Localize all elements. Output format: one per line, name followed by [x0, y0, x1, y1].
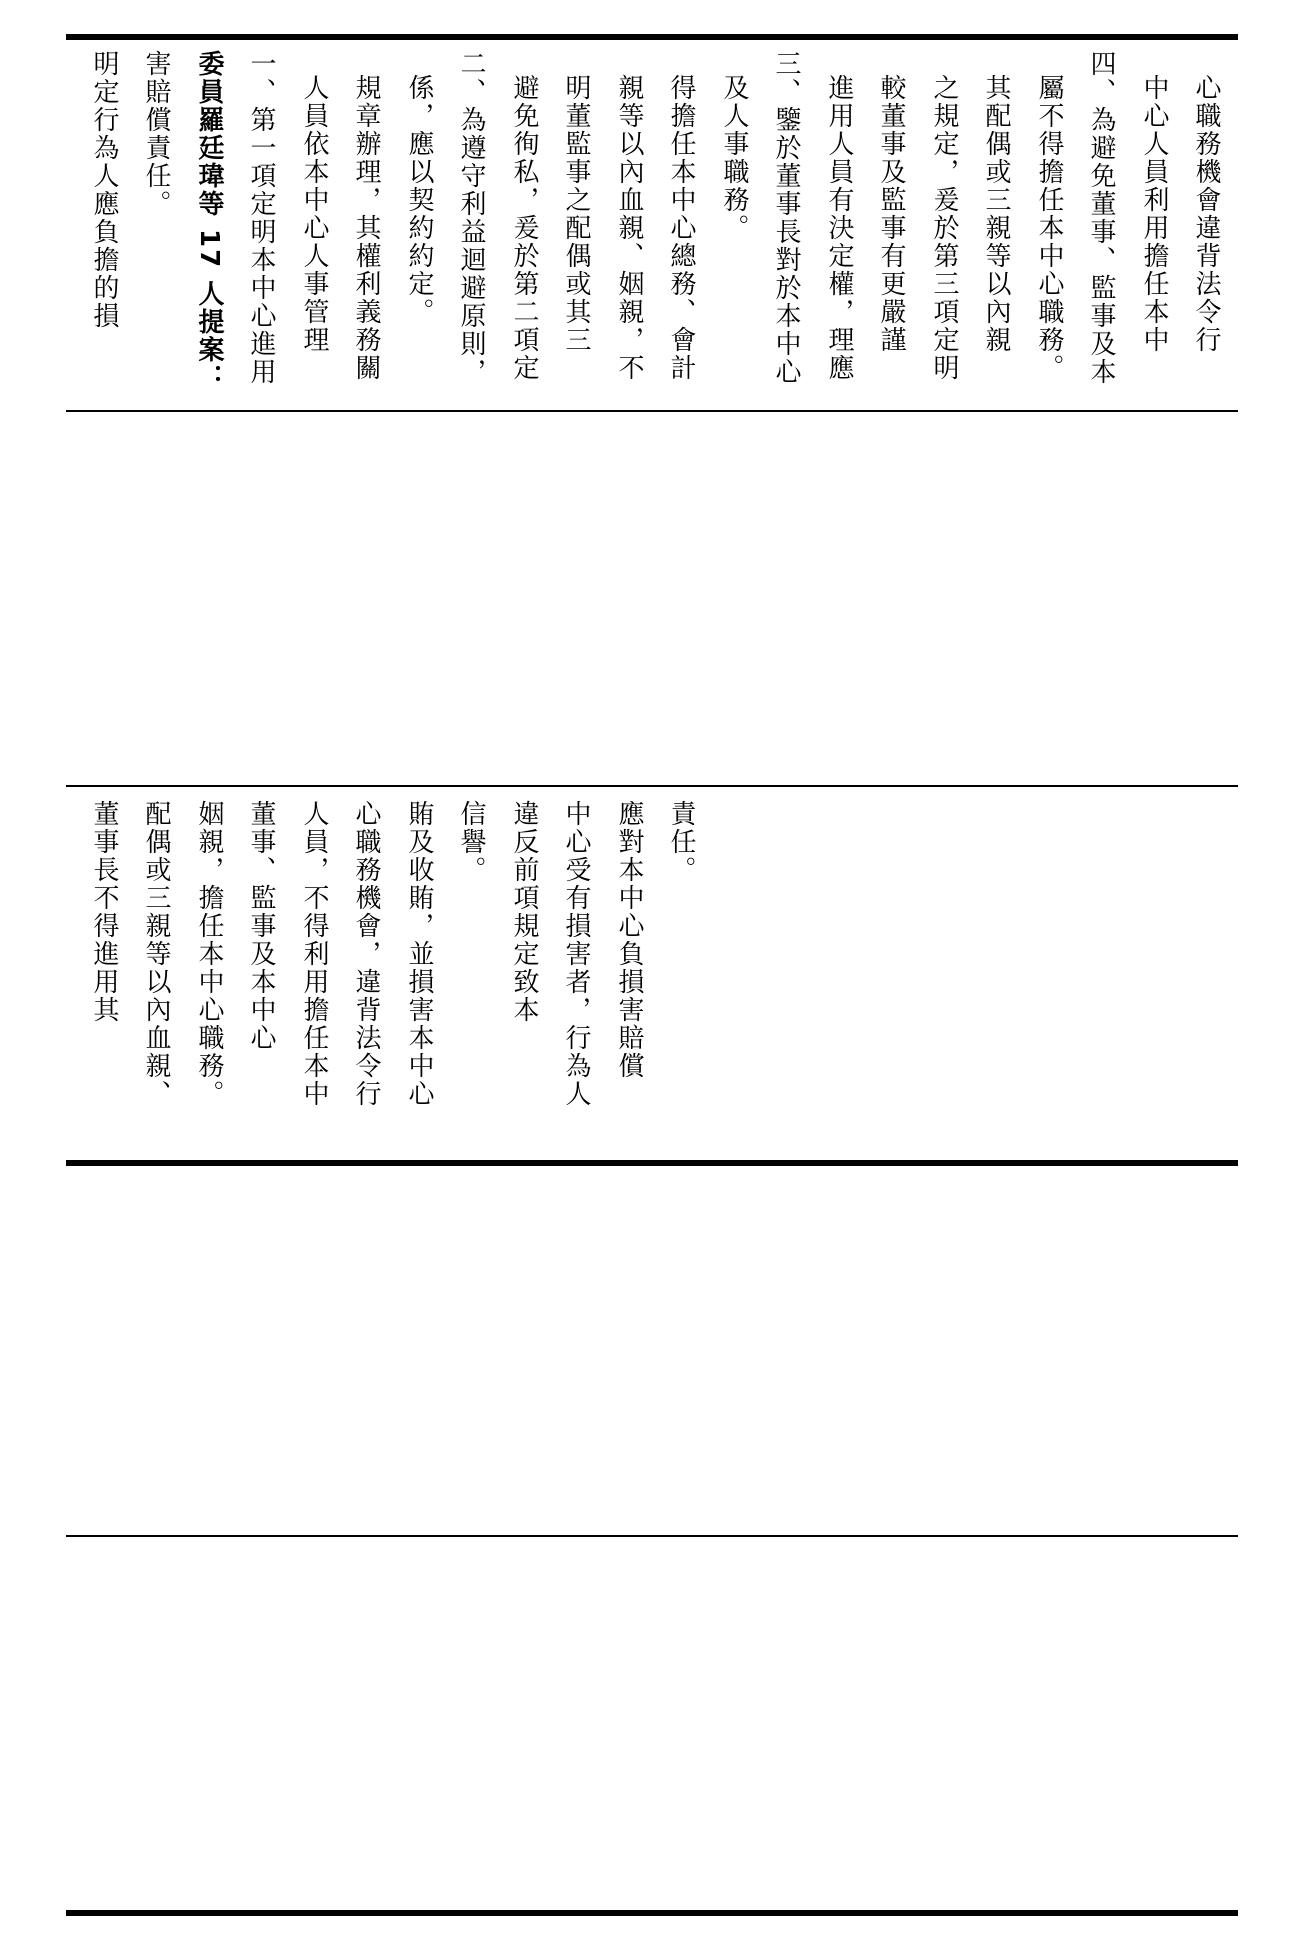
- text-line: 違反前項規定致本: [509, 800, 539, 1024]
- text-line: 人員依本中心人事管理: [299, 74, 329, 354]
- text-line: 明定行為人應負擔的損: [89, 50, 119, 330]
- text-line: 進用人員有決定權，理應: [824, 74, 854, 382]
- text-line: 信譽。: [456, 800, 486, 884]
- text-line: 親等以內血親、姻親，不: [614, 74, 644, 382]
- text-line: 賄及收賄，並損害本中心: [404, 800, 434, 1108]
- text-line: 董事長不得進用其: [89, 800, 119, 1024]
- text-line: 其配偶或三親等以內親: [981, 74, 1011, 354]
- top-border: [66, 34, 1238, 40]
- text-line: 較董事及監事有更嚴謹: [876, 74, 906, 354]
- row-divider: [66, 1535, 1238, 1537]
- text-line: 害賠償責任。: [141, 50, 171, 218]
- text-line: 董事、監事及本中心: [246, 800, 276, 1052]
- text-line: 避免徇私，爰於第二項定: [509, 74, 539, 382]
- bottom-border: [66, 1910, 1238, 1916]
- text-line: 配偶或三親等以內血親、: [141, 800, 171, 1108]
- text-line: 屬不得擔任本中心職務。: [1034, 74, 1064, 382]
- text-line: 心職務機會違背法令行: [1191, 74, 1221, 354]
- text-line: 一、第一項定明本中心進用: [246, 50, 276, 386]
- text-line: 中心受有損害者，行為人: [561, 800, 591, 1108]
- text-line: 二、為遵守利益迴避原則，: [456, 50, 486, 386]
- text-line: 心職務機會，違背法令行: [351, 800, 381, 1108]
- text-line: 及人事職務。: [719, 74, 749, 242]
- text-line: 應對本中心負損害賠償: [614, 800, 644, 1080]
- row-divider: [66, 1160, 1238, 1166]
- text-line: 中心人員利用擔任本中: [1139, 74, 1169, 354]
- text-line: 三、鑒於董事長對於本中心: [771, 50, 801, 386]
- text-line: 明董監事之配偶或其三: [561, 74, 591, 354]
- text-line: 之規定，爰於第三項定明: [929, 74, 959, 382]
- text-line: 姻親，擔任本中心職務。: [194, 800, 224, 1108]
- text-line: 四、為避免董事、監事及本: [1086, 50, 1116, 386]
- text-line: 係，應以契約約定。: [404, 74, 434, 326]
- proposal-title: 委員羅廷瑋等 17 人提案：: [194, 50, 224, 393]
- text-line: 規章辦理，其權利義務關: [351, 74, 381, 382]
- row-divider: [66, 785, 1238, 787]
- text-line: 責任。: [666, 800, 696, 884]
- text-line: 得擔任本中心總務、會計: [666, 74, 696, 382]
- row-divider: [66, 410, 1238, 412]
- text-line: 人員，不得利用擔任本中: [299, 800, 329, 1108]
